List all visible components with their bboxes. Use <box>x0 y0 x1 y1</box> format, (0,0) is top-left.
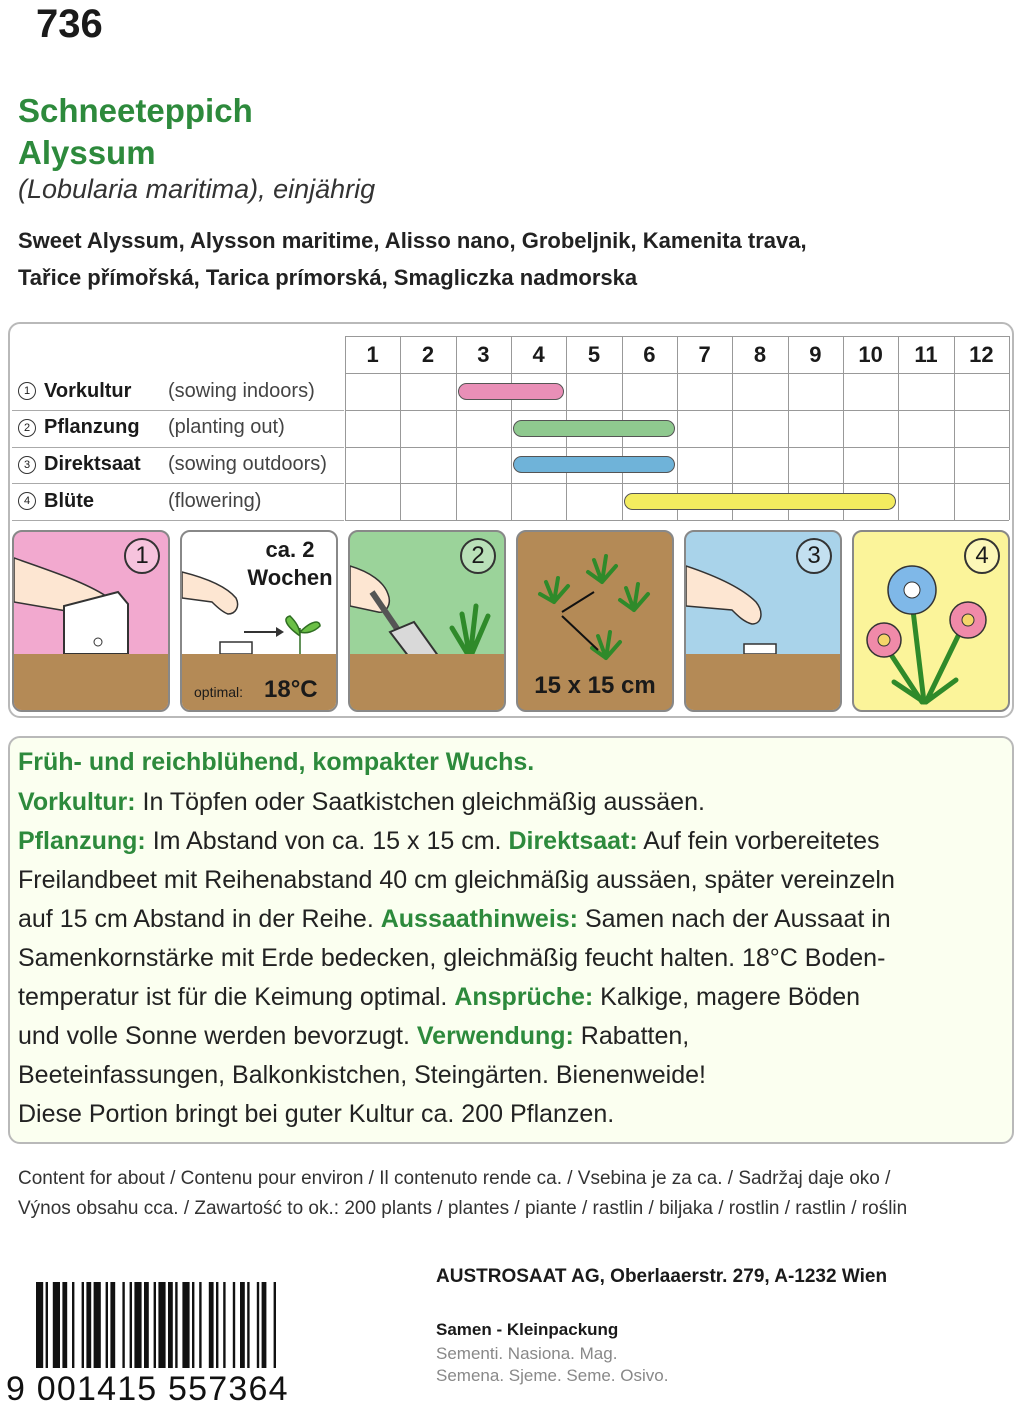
barcode-bar <box>192 1282 194 1368</box>
latin-name: (Lobularia maritima), einjährig <box>18 174 376 204</box>
barcode-bar <box>182 1282 189 1368</box>
pink-flower-icon <box>867 602 986 657</box>
package-type: Samen - Kleinpackung <box>436 1320 619 1339</box>
barcode-bar <box>62 1282 67 1368</box>
barcode-bar <box>130 1282 132 1368</box>
grid-row-line <box>345 410 1009 411</box>
desc-key: Direktsaat: <box>508 827 638 855</box>
desc-value: Samen nach der Aussaat in <box>578 905 891 933</box>
barcode-number: 9 001415 557364 <box>6 1370 289 1408</box>
step-germination <box>180 530 338 712</box>
month-header: 3 <box>477 341 490 367</box>
calendar-row-label <box>18 373 315 409</box>
barcode-bar <box>199 1282 201 1368</box>
package-type-translations-2: Semena. Sjeme. Seme. Osivo. <box>436 1366 669 1385</box>
desc-aussaat <box>18 905 891 934</box>
barcode-bar <box>72 1282 74 1368</box>
desc-key: Vorkultur: <box>18 788 136 816</box>
blue-flower-icon <box>888 566 936 614</box>
international-names-2: Tařice přímořská, Tarica prímorská, Smagliczka nadmorska <box>18 265 638 290</box>
germination-duration <box>246 536 334 592</box>
desc-key: Pflanzung: <box>18 827 146 855</box>
row-activity-english: (flowering) <box>168 489 262 512</box>
month-header: 9 <box>809 341 822 367</box>
international-names-1: Sweet Alyssum, Alysson maritime, Alisso nano, Grobeljnik, Kamenita trava, <box>18 228 807 253</box>
step-flowering <box>852 530 1010 712</box>
product-code: 736 <box>36 2 103 46</box>
step-badge: 1 <box>124 538 160 574</box>
row-number: 2 <box>18 419 36 437</box>
optimal-label: optimal: <box>194 684 244 700</box>
duration-line-1: ca. 2 <box>265 537 315 562</box>
desc-value: und volle Sonne werden bevorzugt. <box>18 1022 417 1050</box>
barcode-bar <box>274 1282 276 1368</box>
row-number: 4 <box>18 492 36 510</box>
plant-name-german: Schneeteppich <box>18 92 253 129</box>
barcode-bar <box>122 1282 124 1368</box>
barcode-bar <box>233 1282 235 1368</box>
barcode-bar <box>168 1282 173 1368</box>
grid-row-line <box>345 373 1009 374</box>
month-header: 4 <box>532 341 545 367</box>
desc-line: Beeteinfassungen, Balkonkistchen, Steingärten. Bienenweide! <box>18 1061 706 1089</box>
calendar-row-label <box>18 410 285 446</box>
barcode-bar <box>82 1282 84 1368</box>
barcode-bar <box>209 1282 214 1368</box>
spacing-label: 15 x 15 cm <box>534 672 656 699</box>
package-type-translations-1: Sementi. Nasiona. Mag. <box>436 1344 618 1363</box>
barcode-bar <box>223 1282 225 1368</box>
step-planting-out <box>348 530 506 712</box>
barcode-bar <box>110 1282 115 1368</box>
month-header: 1 <box>366 341 379 367</box>
desc-highlight: Früh- und reichblühend, kompakter Wuchs. <box>18 748 535 776</box>
month-header: 11 <box>914 341 938 367</box>
step-sowing-outdoors <box>684 530 842 712</box>
desc-key: Aussaathinweis: <box>380 905 579 933</box>
month-header: 2 <box>421 341 435 367</box>
barcode-bar <box>247 1282 249 1368</box>
month-header: 12 <box>969 341 994 367</box>
barcode-bar <box>94 1282 101 1368</box>
barcode-bar <box>158 1282 165 1368</box>
grid-row-line <box>345 483 1009 484</box>
optimal-temperature: 18°C <box>264 676 318 703</box>
barcode-bar <box>106 1282 108 1368</box>
step-badge: 4 <box>964 538 1000 574</box>
desc-value: temperatur ist für die Keimung optimal. <box>18 983 455 1011</box>
row-activity: Direktsaat <box>44 453 141 475</box>
barcode-bar <box>46 1282 48 1368</box>
month-header: 6 <box>643 341 656 367</box>
step-badge: 2 <box>460 538 496 574</box>
desc-vorkultur <box>18 788 705 817</box>
calendar-row-label <box>18 447 327 483</box>
row-separator <box>12 520 344 521</box>
step-sowing-indoors <box>12 530 170 712</box>
plant-name-alt: Alyssum <box>18 134 156 171</box>
desc-value: Rabatten, <box>573 1022 690 1050</box>
row-activity: Blüte <box>44 489 94 512</box>
barcode-bar <box>36 1282 43 1368</box>
desc-line: Samenkornstärke mit Erde bedecken, gleichmäßig feucht halten. 18°C Boden- <box>18 944 886 972</box>
desc-value: Im Abstand von ca. 15 x 15 cm. <box>145 827 509 855</box>
month-header: 8 <box>753 341 767 367</box>
barcode-bar <box>53 1282 60 1368</box>
grid-row-line <box>345 447 1009 448</box>
desc-value: In Töpfen oder Saatkistchen gleichmäßig aussäen. <box>135 788 705 816</box>
row-number: 1 <box>18 382 36 400</box>
barcode-bar <box>257 1282 259 1368</box>
barcode-bar <box>240 1282 245 1368</box>
barcode-bar <box>154 1282 156 1368</box>
calendar-bar-1 <box>458 383 565 400</box>
month-header: 5 <box>587 341 601 367</box>
row-activity: Pflanzung <box>44 416 140 439</box>
row-activity-english: (sowing outdoors) <box>168 453 327 475</box>
barcode-bar <box>175 1282 177 1368</box>
calendar-bar-2 <box>513 420 675 437</box>
row-number: 3 <box>18 456 36 474</box>
row-activity-english: (sowing indoors) <box>168 379 315 402</box>
month-header: 7 <box>698 341 711 367</box>
desc-key: Ansprüche: <box>454 983 594 1011</box>
desc-line: Freilandbeet mit Reihenabstand 40 cm gleichmäßig aussäen, später vereinzeln <box>18 866 895 894</box>
content-line-2: Výnos obsahu cca. / Zawartość to ok.: 200 plants / plantes / piante / rastlin / biljaka / rostlin / rastlin / roślin <box>18 1198 908 1219</box>
desc-pflanzung <box>18 827 880 856</box>
barcode-bar <box>262 1282 267 1368</box>
row-activity-english: (planting out) <box>168 416 285 439</box>
desc-portion: Diese Portion bringt bei guter Kultur ca. 200 Pflanzen. <box>18 1100 615 1128</box>
desc-value: Kalkige, magere Böden <box>593 983 861 1011</box>
content-line-1: Content for about / Contenu pour environ / Il contenuto rende ca. / Vsebina je za ca. / Sadržaj daje oko / <box>18 1168 891 1189</box>
barcode-bar <box>216 1282 218 1368</box>
desc-value: auf 15 cm Abstand in der Reihe. <box>18 905 381 933</box>
month-header: 10 <box>858 341 883 367</box>
desc-verwendung <box>18 1022 689 1051</box>
duration-line-2: Wochen <box>247 565 333 590</box>
step-badge: 3 <box>796 538 832 574</box>
company-address: AUSTROSAAT AG, Oberlaaerstr. 279, A-1232 Wien <box>436 1266 888 1287</box>
row-activity: Vorkultur <box>44 379 132 402</box>
calendar-bar-4 <box>624 493 897 510</box>
desc-ansprueche <box>18 983 860 1012</box>
barcode-bar <box>86 1282 91 1368</box>
grid-column-line <box>1009 336 1010 520</box>
calendar-row-label <box>18 483 261 519</box>
desc-value: Auf fein vorbereitetes <box>637 827 880 855</box>
barcode-bar <box>144 1282 149 1368</box>
calendar-grid <box>345 336 1009 520</box>
step-spacing <box>516 530 674 712</box>
barcode-bar <box>134 1282 141 1368</box>
desc-key: Verwendung: <box>416 1022 574 1050</box>
calendar-bar-3 <box>513 456 675 473</box>
grid-row-line <box>345 520 1009 521</box>
